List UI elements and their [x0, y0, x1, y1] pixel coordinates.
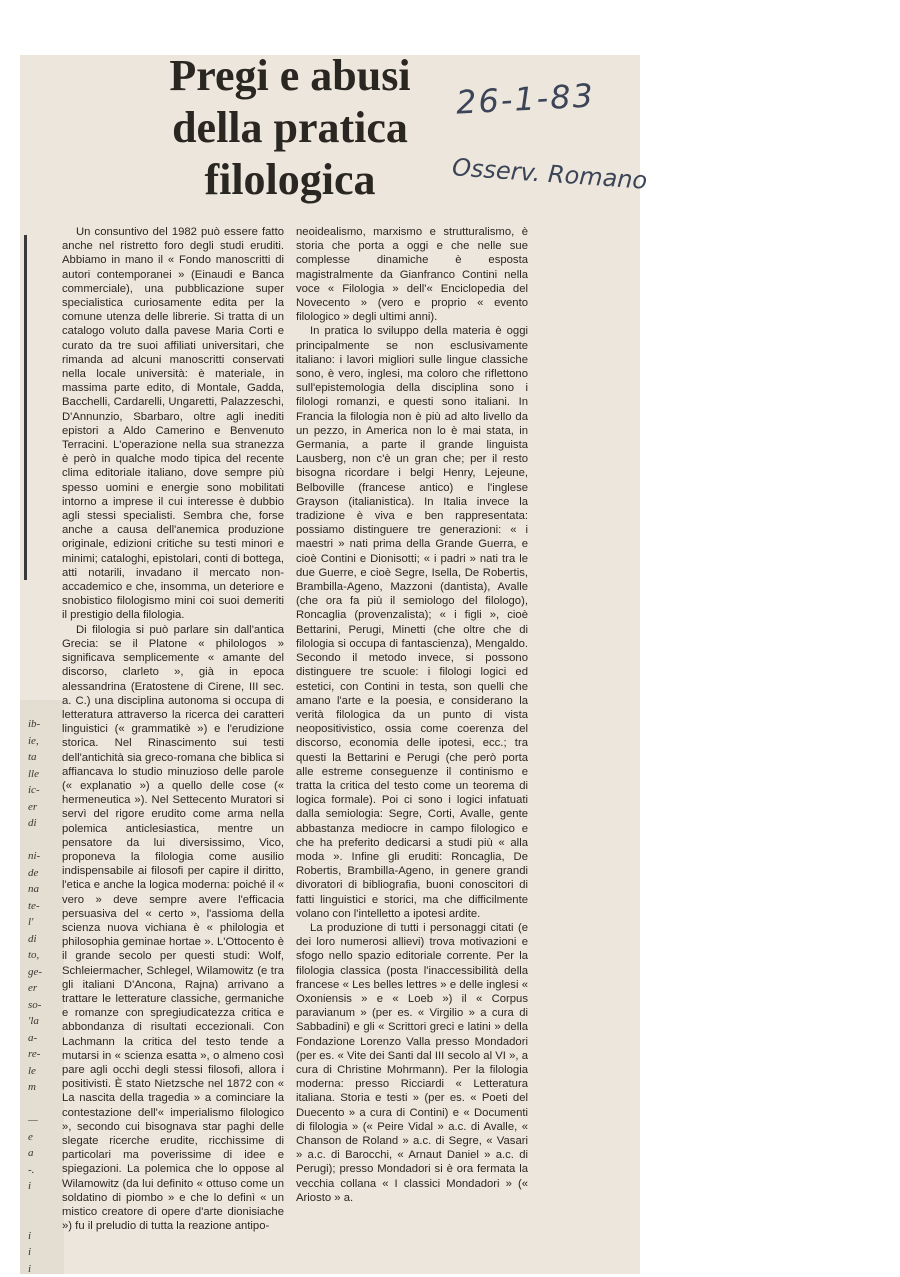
- margin-fragment: i: [28, 1228, 56, 1245]
- margin-fragment: di: [28, 931, 56, 948]
- fold-mark: [24, 235, 27, 580]
- margin-fragment: so-: [28, 997, 56, 1014]
- margin-fragment: na: [28, 881, 56, 898]
- margin-fragment: [28, 832, 56, 849]
- margin-fragment: e: [28, 1129, 56, 1146]
- paragraph: In pratica lo sviluppo della materia è oggi principalmente se non esclusivamente italiano: i lavori migliori sulle lingue classiche sono, è vero, inglesi, ma coloro che riflettono sull'epistemologia della disciplina sono i filologi romanzi, e questi sono italiani. In Francia la filologia non è più ad alto livello da un pezzo, in America non lo è mai stata, in Germania, a parte il grande linguista Lausberg, non c'è un gran che; per il resto bisogna ricordare i belgi Henry, Lejeune, Belboville (francese antico) e l'inglese Grayson (italianistica). In Italia invece la tradizione è viva e ben rappresentata: possiamo distinguere tre generazioni: « i maestri » nati prima della Grande Guerra, e cioè Contini e Dionisotti; « i padri » nati tra le due Guerre, e cioè Segre, Isella, De Robertis, Brambilla-Ageno, Mazzoni (dantista), Avalle (che ora fa più il semiologo del filologo), Roncaglia (provenzalista); « i figli », cioè Bettarini, Perugi, Minetti (che oltre che di filologia si occupa di fantascienza), Mengaldo. Secondo il metodo invece, si possono distinguere tre scuole: i filologi logici ed estetici, con Contini in testa, son quelli che amano l'arte e la poesia, e considerano la verità filologica da un punto di vista neopositivistico, ossia come coerenza del discorso, economia delle ipotesi, ecc.; tra questi la Bettarini e Perugi (che però porta alle estreme conseguenze il continismo e tratta la critica del testo come un teorema di logica formale). Poi ci sono i logici infatuati dalla semiologia: Segre, Corti, Avalle, gente abbastanza mediocre in campo filologico e che ha preferito dedicarsi a studi più « alla moda ». Infine gli eruditi: Roncaglia, De Robertis, Brambilla-Ageno, in genere grandi divoratori di bibliografia, buoni conoscitori di fatti linguistici e storici, ma che difficilmente volano con l'intelletto a ipotesi ardite.: [296, 324, 528, 921]
- handwritten-date: 26-1-83: [455, 76, 596, 121]
- margin-fragment: di: [28, 815, 56, 832]
- margin-fragment: ic-: [28, 782, 56, 799]
- margin-fragment: le: [28, 1063, 56, 1080]
- margin-fragment: a-: [28, 1030, 56, 1047]
- margin-fragment: te-: [28, 898, 56, 915]
- margin-fragment: re-: [28, 1046, 56, 1063]
- margin-fragment: ie,: [28, 733, 56, 750]
- article-column-1: [62, 225, 284, 1233]
- margin-fragment: i: [28, 1178, 56, 1195]
- margin-fragment: de: [28, 865, 56, 882]
- margin-fragment: [28, 1096, 56, 1113]
- paragraph: La produzione di tutti i personaggi citati (e dei loro numerosi allievi) trova motivazioni e sfogo nello spazio editoriale corrente. Per la filologia classica (posta l'inaccessibilità della francese « Les belles lettres » e delle inglesi « Oxoniensis » e « Loeb ») il « Corpus paravianum » (per es. « Virgilio » a cura di Sabbadini) e gli « Scrittori greci e latini » della Fondazione Lorenzo Valla presso Mondadori (per es. « Vite dei Santi dal III secolo al VI », a cura di Christine Mohrmann). Per la filologia moderna: presso Ricciardi « Letteratura italiana. Storia e testi » (per es. « Poeti del Duecento » a cura di Contini) e « Documenti di filologia » (« Peire Vidal » a.c. di Avalle, « Chanson de Roland » a.c. di Segre, « Vasari » a.c. di Barocchi, « Arnaut Daniel » a.c. di Perugi); presso Mondadori si è ora fermata la vecchia collana « I classici Mondadori » (« Ariosto » a.: [296, 921, 528, 1205]
- paragraph: Un consuntivo del 1982 può essere fatto anche nel ristretto foro degli studi eruditi. Abbiamo in mano il « Fondo manoscritti di autori contemporanei » (Einaudi e Banca commerciale), una pubblicazione super specialistica curiosamente edita per la comune utenza delle librerie. Si tratta di un catalogo voluto dalla pavese Maria Corti e curato da tre suoi affiliati universitari, che rimanda ad alcuni manoscritti conservati nella locale università: è materiale, in massima parte edito, di Montale, Gadda, Bacchelli, Cardarelli, Ungaretti, Palazzeschi, D'Annunzio, Sbarbaro, oltre agli inediti epistori a Aldo Camerino e Benvenuto Terracini. L'operazione nella sua stranezza è però in qualche modo tipica del recente clima editoriale italiano, dove sempre più spesso uomini e energie sono mobilitati intorno a imprese il cui interesse è dubbio agli stessi specialisti. Sembra che, forse anche a causa dell'anemica produzione originale, edizioni critiche su testi minori e minimi; cataloghi, epistolari, conti di bottega, atti notarili, invadano il mercato non-accademico e che, insomma, un deteriore e snobistico filologismo mini coi suoi demeriti il prestigio della filologia.: [62, 225, 284, 623]
- margin-fragment: er: [28, 799, 56, 816]
- article-column-2: [296, 225, 528, 1205]
- margin-fragment: m: [28, 1079, 56, 1096]
- margin-fragment: 'la: [28, 1013, 56, 1030]
- article-title: Pregi e abusi della pratica filologica: [140, 50, 440, 206]
- margin-fragment: a: [28, 1145, 56, 1162]
- margin-fragment: ni-: [28, 848, 56, 865]
- margin-fragment: to,: [28, 947, 56, 964]
- margin-fragment: -.: [28, 1162, 56, 1179]
- handwritten-source: Osserv. Romano: [451, 153, 648, 195]
- margin-fragment: lle: [28, 766, 56, 783]
- margin-fragment: i: [28, 1244, 56, 1261]
- margin-fragment: [28, 1211, 56, 1228]
- margin-fragment: [28, 1195, 56, 1212]
- margin-fragment: i: [28, 1261, 56, 1277]
- paragraph: Di filologia si può parlare sin dall'antica Grecia: se il Platone « philologos » significava semplicemente « amante del discorso, clarleto », già in epoca alessandrina (Eratostene di Cirene, III sec. a. C.) una disciplina autonoma si occupa di letteratura attraverso la ricerca dei caratteri linguistici (« grammatikè ») e l'erudizione storica. Nel Rinascimento sui testi dell'antichità sia greco-romana che biblica si affiancava lo studio minuzioso delle parole (« explanatio ») a quello delle cose (« hermeneutica »). Nel Settecento Muratori si servì del rigore erudito come arma nella polemica anticlesiastica, mentre un pensatore da lui diversissimo, Vico, proponeva la filologia come ausilio indispensabile ai filosofi per capire il diritto, l'etica e anche la logica moderna: poiché il « vero » deve sempre avere l'efficacia persuasiva del « certo », l'assioma della scienza nuova vichiana è « philologia et philosophia geminae hortae ». L'Ottocento è il grande secolo per questi studi: Wolf, Schleiermacher, Schlegel, Wilamowitz (e tra gli italiani D'Ancona, Rajna) arrivano a trattare le letterature classiche, germaniche e romanze con spregiudicatezza critica e abbondanza di risultati eccezionali. Con Lachmann la critica del testo tende a mutarsi in « scienza esatta », o almeno così pare agli occhi degli stessi filosofi, allora i positivisti. È stato Nietzsche nel 1872 con « La nascita della tragedia » a cominciare la contestazione dell'« imperialismo filologico », secondo cui bisognava star paghi delle slegate ricerche erudite, ricchissime di particolari ma poverissime di idee e spiegazioni. La polemica che lo oppose al Wilamowitz (da lui definito « ottuso come un soldatino di piombo » e che lo definì « un mistico creatore di opere d'arte dionisiache ») fu il preludio di tutta la reazione antipo-: [62, 623, 284, 1234]
- margin-fragment: —: [28, 1112, 56, 1129]
- margin-fragment: l': [28, 914, 56, 931]
- margin-fragment: er: [28, 980, 56, 997]
- margin-fragment: ta: [28, 749, 56, 766]
- margin-fragment: ib-: [28, 716, 56, 733]
- left-margin-text-fragments: [28, 716, 56, 1277]
- paragraph: neoidealismo, marxismo e strutturalismo, è storia che porta a oggi e che nelle sue complesse dinamiche è esposta magistralmente da Gianfranco Contini nella voce « Filologia » dell'« Enciclopedia del Novecento » (vero e proprio « evento filologico » degli ultimi anni).: [296, 225, 528, 324]
- margin-fragment: ge-: [28, 964, 56, 981]
